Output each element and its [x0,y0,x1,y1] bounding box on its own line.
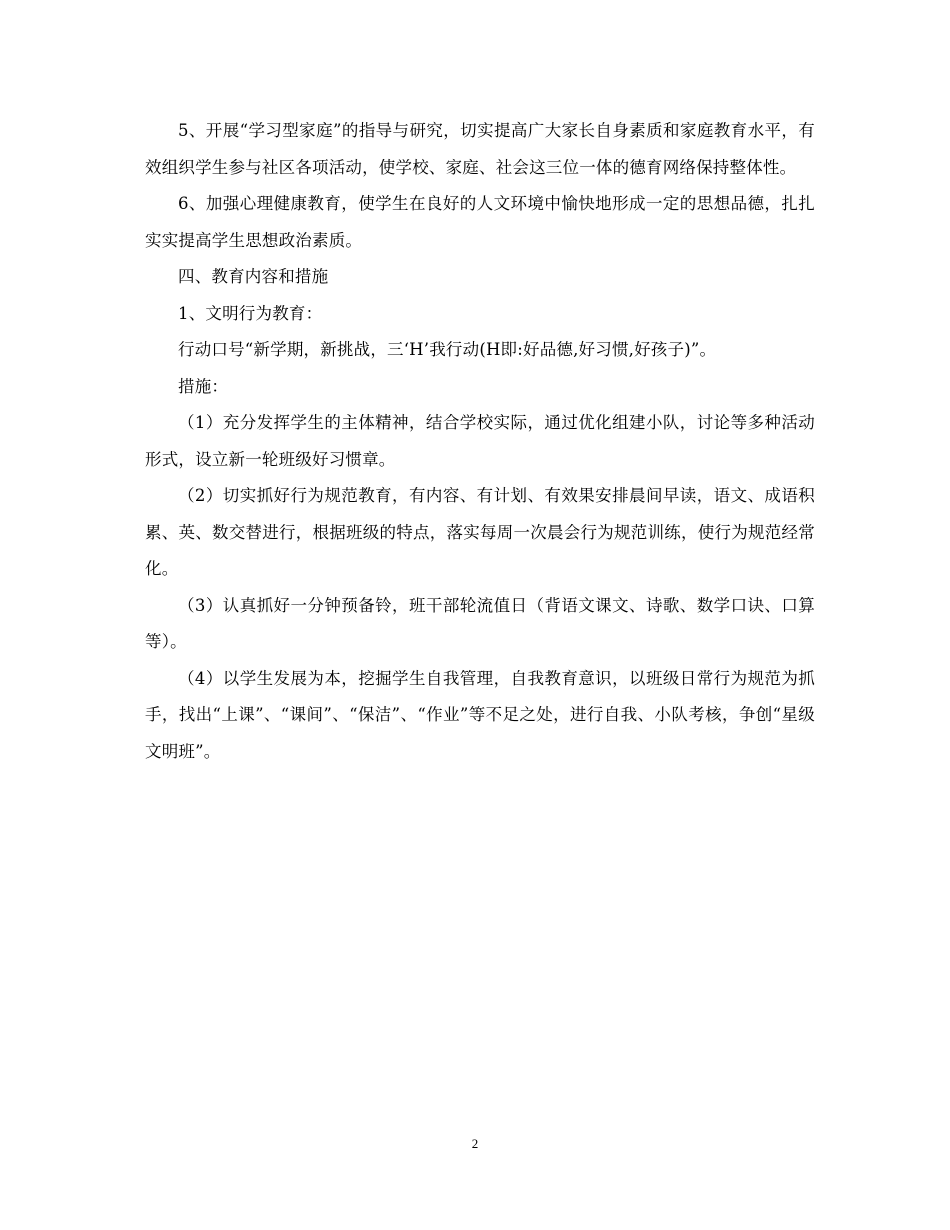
paragraph-mental-health: 6、加强心理健康教育，使学生在良好的人文环境中愉快地形成一定的思想品德，扎扎实实提高学生思想政治素质。 [145,194,815,250]
measure-item-1: （1）充分发挥学生的主体精神，结合学校实际，通过优化组建小队，讨论等多种活动形式，设立新一轮班级好习惯章。 [145,413,815,469]
page-number: 2 [471,1136,479,1151]
section-heading-content-measures: 四、教育内容和措施 [178,267,329,286]
label-measures: 措施： [178,376,229,396]
measure-item-3: （3）认真抓好一分钟预备铃，班干部轮流值日（背语文课文、诗歌、数学口诀、口算等）。 [145,595,815,651]
paragraph-slogan: 行动口号“新学期，新挑战，三‘H’我行动(H即:好品德,好习惯,好孩子)”。 [178,340,717,359]
paragraph-home-learning: 5、开展“学习型家庭”的指导与研究，切实提高广大家长自身素质和家庭教育水平，有效组织学生参与社区各项活动，使学校、家庭、社会这三位一体的德育网络保持整体性。 [145,121,815,177]
measure-item-2: （2）切实抓好行为规范教育，有内容、有计划、有效果安排晨间早读，语文、成语积累、英、数交替进行，根据班级的特点，落实每周一次晨会行为规范训练，使行为规范经常化。 [145,486,815,578]
measure-item-4: （4）以学生发展为本，挖掘学生自我管理，自我教育意识，以班级日常行为规范为抓手，找出“上课”、“课间”、“保洁”、“作业”等不足之处，进行自我、小队考核，争创“星级文明班”。 [145,668,815,761]
document-body [145,113,815,770]
subheading-civil-behavior: 1、文明行为教育： [178,303,323,323]
